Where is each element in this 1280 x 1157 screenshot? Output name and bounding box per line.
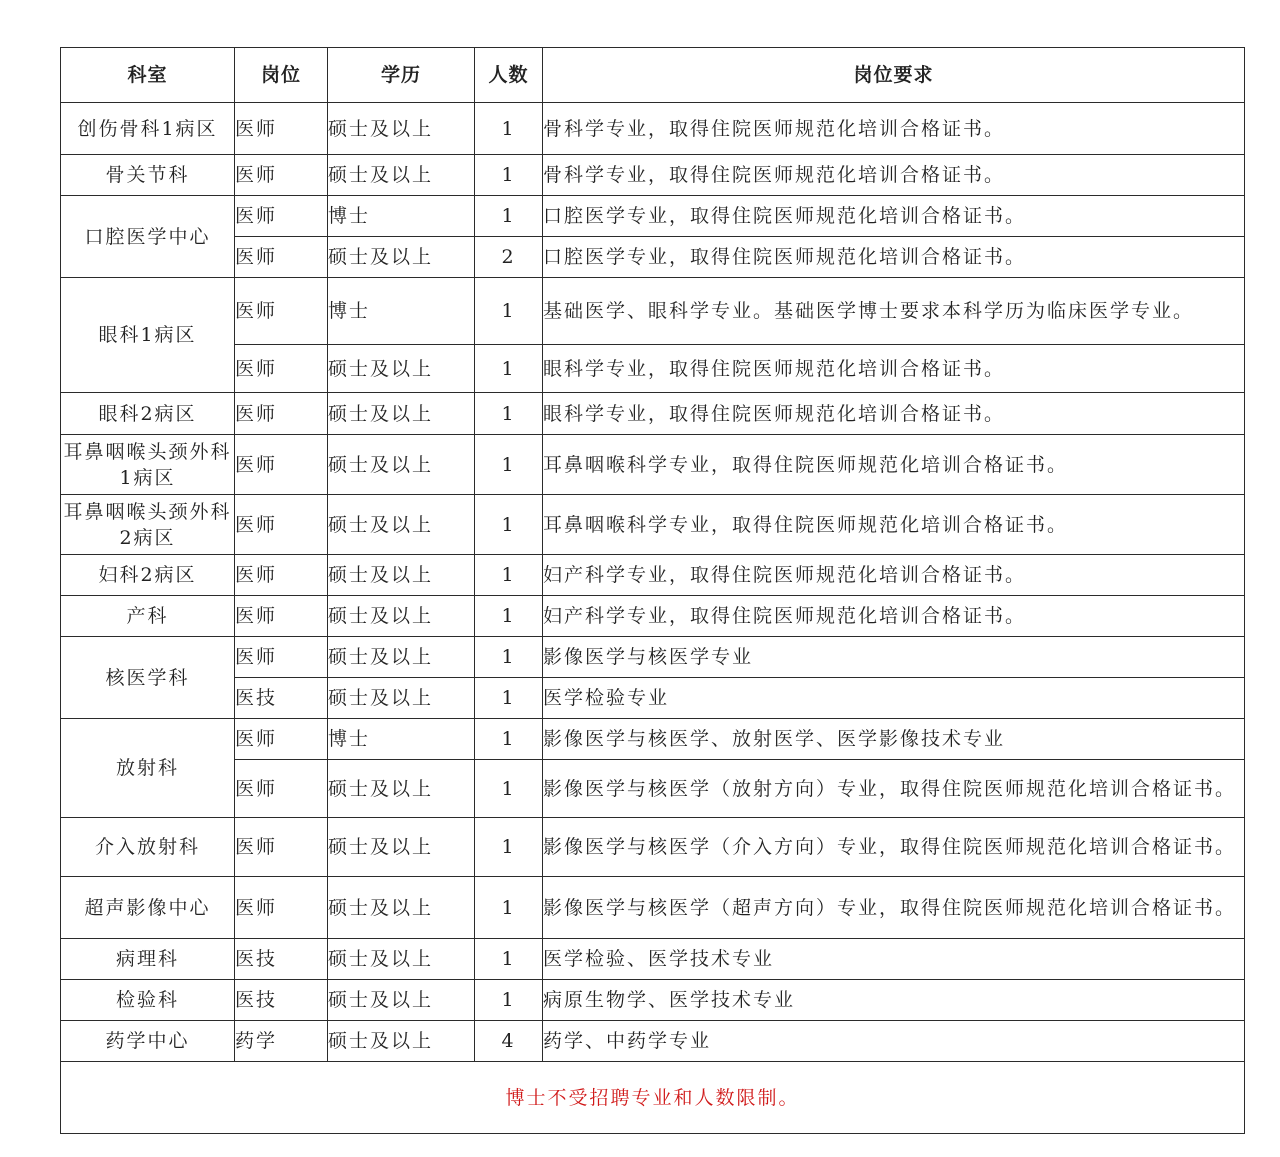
education-cell: 硕士及以上 [328,555,475,596]
count-cell: 1 [475,555,543,596]
count-cell: 1 [475,278,543,345]
count-cell: 1 [475,596,543,637]
count-cell: 1 [475,760,543,818]
education-cell: 硕士及以上 [328,1021,475,1062]
requirement-cell: 药学、中药学专业 [543,1021,1245,1062]
education-cell: 硕士及以上 [328,637,475,678]
table-row [61,196,1245,237]
table-row [61,393,1245,435]
department-cell: 骨关节科 [61,155,235,196]
position-cell: 医技 [235,980,328,1021]
requirement-cell: 口腔医学专业，取得住院医师规范化培训合格证书。 [543,196,1245,237]
table-row [61,155,1245,196]
requirement-cell: 妇产科学专业，取得住院医师规范化培训合格证书。 [543,596,1245,637]
table-row [61,103,1245,155]
education-cell: 硕士及以上 [328,345,475,393]
count-cell: 1 [475,719,543,760]
education-cell: 硕士及以上 [328,155,475,196]
position-cell: 医师 [235,818,328,877]
position-cell: 医技 [235,939,328,980]
department-cell: 耳鼻咽喉头颈外科2病区 [61,495,235,555]
count-cell: 1 [475,435,543,495]
count-cell: 1 [475,393,543,435]
table-row [61,637,1245,678]
count-cell: 1 [475,877,543,939]
recruitment-table [60,47,1245,1134]
requirement-cell: 口腔医学专业，取得住院医师规范化培训合格证书。 [543,237,1245,278]
header-department: 科室 [61,48,235,103]
table-row [61,678,1245,719]
department-cell: 病理科 [61,939,235,980]
requirement-cell: 眼科学专业，取得住院医师规范化培训合格证书。 [543,345,1245,393]
table-row [61,818,1245,877]
requirement-cell: 眼科学专业，取得住院医师规范化培训合格证书。 [543,393,1245,435]
department-cell: 放射科 [61,719,235,818]
table-row [61,939,1245,980]
education-cell: 硕士及以上 [328,818,475,877]
education-cell: 硕士及以上 [328,393,475,435]
department-cell: 妇科2病区 [61,555,235,596]
table-row [61,980,1245,1021]
education-cell: 硕士及以上 [328,760,475,818]
department-cell: 眼科1病区 [61,278,235,393]
table-row [61,555,1245,596]
footer-row [61,1062,1245,1134]
count-cell: 1 [475,980,543,1021]
count-cell: 1 [475,155,543,196]
education-cell: 硕士及以上 [328,939,475,980]
header-education: 学历 [328,48,475,103]
position-cell: 医师 [235,555,328,596]
department-cell: 口腔医学中心 [61,196,235,278]
department-cell: 耳鼻咽喉头颈外科1病区 [61,435,235,495]
department-cell: 眼科2病区 [61,393,235,435]
requirement-cell: 基础医学、眼科学专业。基础医学博士要求本科学历为临床医学专业。 [543,278,1245,345]
requirement-cell: 骨科学专业，取得住院医师规范化培训合格证书。 [543,155,1245,196]
education-cell: 硕士及以上 [328,678,475,719]
education-cell: 博士 [328,719,475,760]
count-cell: 1 [475,939,543,980]
table-row [61,760,1245,818]
requirement-cell: 骨科学专业，取得住院医师规范化培训合格证书。 [543,103,1245,155]
count-cell: 2 [475,237,543,278]
table-row [61,596,1245,637]
count-cell: 1 [475,637,543,678]
count-cell: 1 [475,196,543,237]
position-cell: 医师 [235,877,328,939]
position-cell: 医师 [235,237,328,278]
education-cell: 硕士及以上 [328,103,475,155]
position-cell: 医师 [235,637,328,678]
requirement-cell: 医学检验、医学技术专业 [543,939,1245,980]
table-row [61,237,1245,278]
requirement-cell: 影像医学与核医学专业 [543,637,1245,678]
header-count: 人数 [475,48,543,103]
education-cell: 硕士及以上 [328,237,475,278]
requirement-cell: 耳鼻咽喉科学专业，取得住院医师规范化培训合格证书。 [543,435,1245,495]
requirement-cell: 影像医学与核医学、放射医学、医学影像技术专业 [543,719,1245,760]
education-cell: 博士 [328,196,475,237]
requirement-cell: 妇产科学专业，取得住院医师规范化培训合格证书。 [543,555,1245,596]
position-cell: 药学 [235,1021,328,1062]
position-cell: 医技 [235,678,328,719]
department-cell: 创伤骨科1病区 [61,103,235,155]
table-row [61,1021,1245,1062]
table-row [61,435,1245,495]
footer-note: 博士不受招聘专业和人数限制。 [61,1062,1245,1134]
header-row [61,48,1245,103]
requirement-cell: 医学检验专业 [543,678,1245,719]
position-cell: 医师 [235,495,328,555]
position-cell: 医师 [235,155,328,196]
department-cell: 核医学科 [61,637,235,719]
count-cell: 1 [475,678,543,719]
position-cell: 医师 [235,393,328,435]
requirement-cell: 影像医学与核医学（放射方向）专业，取得住院医师规范化培训合格证书。 [543,760,1245,818]
count-cell: 1 [475,495,543,555]
header-requirement: 岗位要求 [543,48,1245,103]
requirement-cell: 影像医学与核医学（介入方向）专业，取得住院医师规范化培训合格证书。 [543,818,1245,877]
table-row [61,877,1245,939]
position-cell: 医师 [235,345,328,393]
education-cell: 硕士及以上 [328,877,475,939]
table-row [61,495,1245,555]
education-cell: 硕士及以上 [328,596,475,637]
position-cell: 医师 [235,103,328,155]
table-row [61,345,1245,393]
education-cell: 硕士及以上 [328,435,475,495]
position-cell: 医师 [235,196,328,237]
count-cell: 1 [475,103,543,155]
count-cell: 4 [475,1021,543,1062]
position-cell: 医师 [235,596,328,637]
department-cell: 药学中心 [61,1021,235,1062]
table-row [61,719,1245,760]
position-cell: 医师 [235,435,328,495]
position-cell: 医师 [235,760,328,818]
requirement-cell: 耳鼻咽喉科学专业，取得住院医师规范化培训合格证书。 [543,495,1245,555]
position-cell: 医师 [235,278,328,345]
department-cell: 检验科 [61,980,235,1021]
department-cell: 介入放射科 [61,818,235,877]
department-cell: 超声影像中心 [61,877,235,939]
count-cell: 1 [475,818,543,877]
table-row [61,278,1245,345]
education-cell: 硕士及以上 [328,980,475,1021]
department-cell: 产科 [61,596,235,637]
education-cell: 博士 [328,278,475,345]
education-cell: 硕士及以上 [328,495,475,555]
requirement-cell: 影像医学与核医学（超声方向）专业，取得住院医师规范化培训合格证书。 [543,877,1245,939]
count-cell: 1 [475,345,543,393]
requirement-cell: 病原生物学、医学技术专业 [543,980,1245,1021]
header-position: 岗位 [235,48,328,103]
position-cell: 医师 [235,719,328,760]
